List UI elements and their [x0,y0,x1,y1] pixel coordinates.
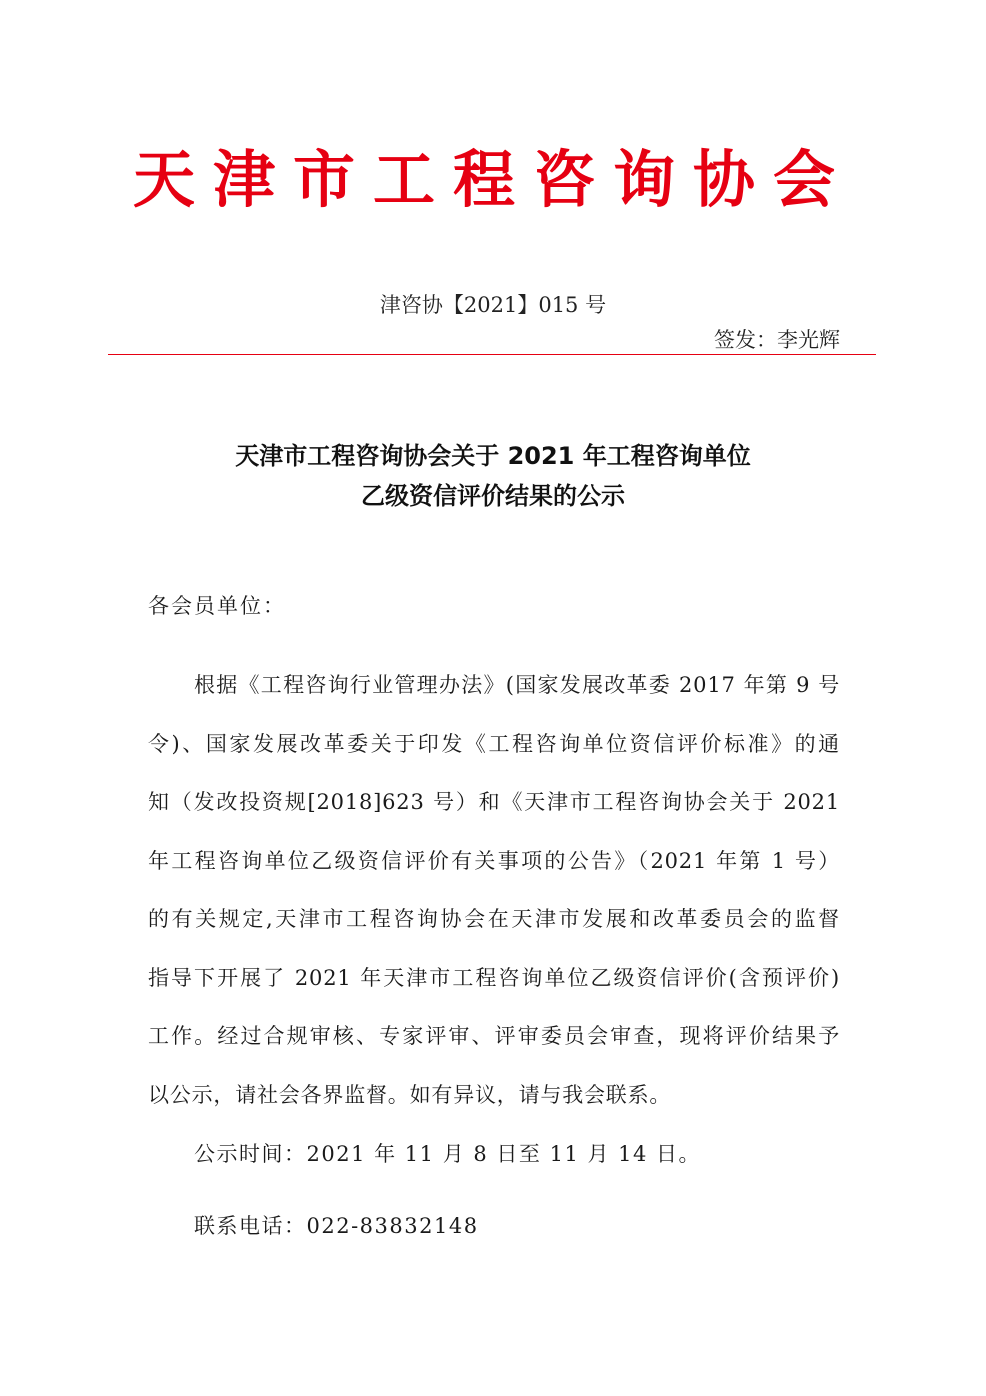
paragraph-line: 指导下开展了 2021 年天津市工程咨询单位乙级资信评价(含预评价) [148,965,840,990]
paragraph-line: 工作。经过合规审核、专家评审、评审委员会审查，现将评价结果予 [148,1024,840,1048]
body-paragraph [148,656,840,1124]
organization-header: 天津市工程咨询协会 [132,143,853,216]
paragraph-line: 根据《工程咨询行业管理办法》(国家发展改革委 2017 年第 9 号 [194,673,840,697]
header-divider [108,354,876,355]
paragraph-line: 年工程咨询单位乙级资信评价有关事项的公告》（2021 年第 1 号） [148,848,840,873]
salutation: 各会员单位： [148,594,286,618]
signer: 签发：李光辉 [714,328,840,352]
title-line-1: 天津市工程咨询协会关于 2021 年工程咨询单位 [235,442,751,470]
title-line-2: 乙级资信评价结果的公示 [361,482,625,510]
contact-phone: 联系电话：022-83832148 [194,1214,479,1238]
publication-time: 公示时间：2021 年 11 月 8 日至 11 月 14 日。 [194,1142,702,1166]
paragraph-line: 以公示，请社会各界监督。如有异议，请与我会联系。 [148,1082,672,1107]
paragraph-line: 令)、国家发展改革委关于印发《工程咨询单位资信评价标准》的通 [148,731,840,756]
paragraph-line: 的有关规定,天津市工程咨询协会在天津市发展和改革委员会的监督 [148,907,840,931]
document-title [0,436,986,516]
paragraph-line: 知（发改投资规[2018]623 号）和《天津市工程咨询协会关于 2021 [148,790,840,814]
document-number: 津咨协【2021】015 号 [379,293,607,317]
